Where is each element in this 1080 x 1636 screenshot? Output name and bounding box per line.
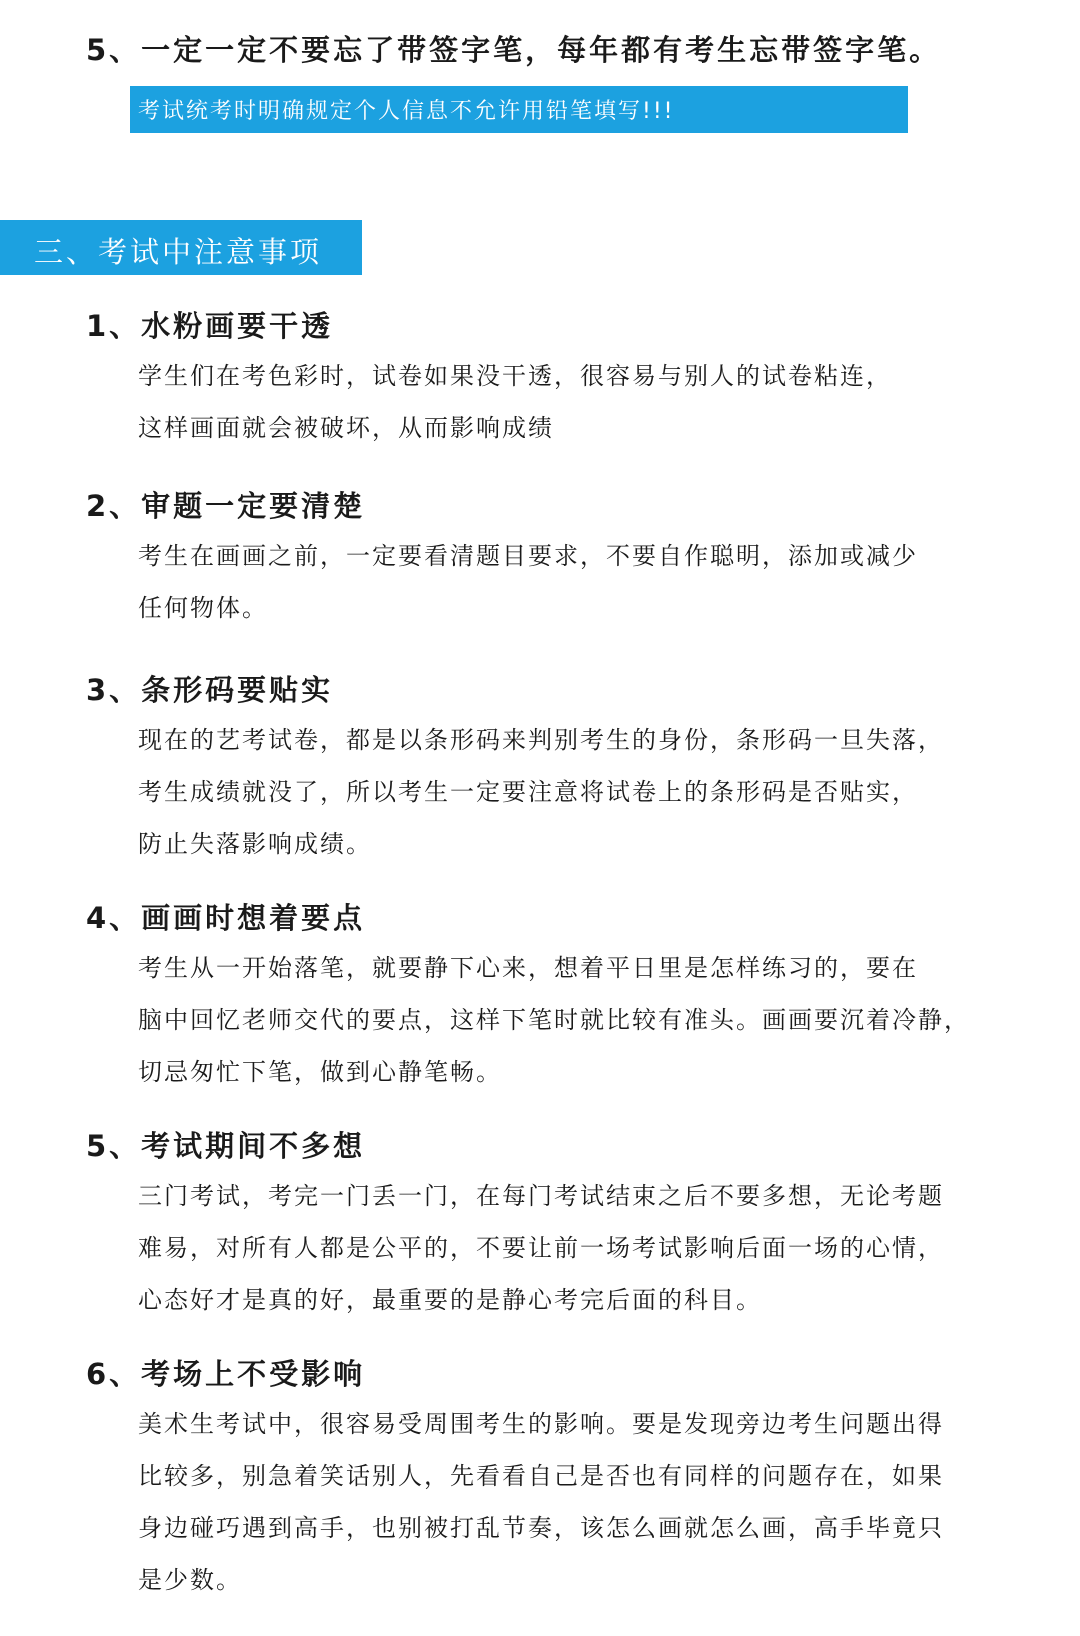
item-5-heading: 5、考试期间不多想 [86, 1129, 366, 1163]
item-5-line-1: 三门考试，考完一门丢一门，在每门考试结束之后不要多想，无论考题 [138, 1182, 944, 1210]
item-6-line-4: 是少数。 [138, 1566, 242, 1594]
item-4-line-1: 考生从一开始落笔，就要静下心来，想着平日里是怎样练习的，要在 [138, 954, 918, 982]
notice-bar [130, 86, 908, 133]
item-4-heading: 4、画画时想着要点 [86, 901, 366, 935]
top-item-heading: 5、一定一定不要忘了带签字笔，每年都有考生忘带签字笔。 [86, 33, 942, 67]
item-3-line-2: 考生成绩就没了，所以考生一定要注意将试卷上的条形码是否贴实， [138, 778, 918, 806]
notice-text: 考试统考时明确规定个人信息不允许用铅笔填写!!! [138, 99, 675, 124]
item-4-line-3: 切忌匆忙下笔，做到心静笔畅。 [138, 1058, 502, 1086]
item-6-line-3: 身边碰巧遇到高手，也别被打乱节奏，该怎么画就怎么画，高手毕竟只 [138, 1514, 944, 1542]
item-5-line-2: 难易，对所有人都是公平的，不要让前一场考试影响后面一场的心情， [138, 1234, 944, 1262]
item-1-line-1: 学生们在考色彩时，试卷如果没干透，很容易与别人的试卷粘连， [138, 362, 892, 390]
item-3-heading: 3、条形码要贴实 [86, 673, 334, 707]
item-4-line-2: 脑中回忆老师交代的要点，这样下笔时就比较有准头。画画要沉着冷静， [138, 1006, 970, 1034]
item-1-heading: 1、水粉画要干透 [86, 309, 334, 343]
section-title: 三、考试中注意事项 [34, 235, 323, 269]
item-5-line-3: 心态好才是真的好，最重要的是静心考完后面的科目。 [138, 1286, 762, 1314]
item-3-line-1: 现在的艺考试卷，都是以条形码来判别考生的身份，条形码一旦失落， [138, 726, 944, 754]
item-6-line-2: 比较多，别急着笑话别人，先看看自己是否也有同样的问题存在，如果 [138, 1462, 944, 1490]
section-banner [0, 220, 362, 275]
item-6-heading: 6、考场上不受影响 [86, 1357, 366, 1391]
item-2-line-1: 考生在画画之前，一定要看清题目要求，不要自作聪明，添加或减少 [138, 542, 918, 570]
item-6-line-1: 美术生考试中，很容易受周围考生的影响。要是发现旁边考生问题出得 [138, 1410, 944, 1438]
item-2-heading: 2、审题一定要清楚 [86, 489, 366, 523]
item-1-line-2: 这样画面就会被破坏，从而影响成绩 [138, 414, 554, 442]
item-2-line-2: 任何物体。 [138, 594, 268, 622]
item-3-line-3: 防止失落影响成绩。 [138, 830, 372, 858]
